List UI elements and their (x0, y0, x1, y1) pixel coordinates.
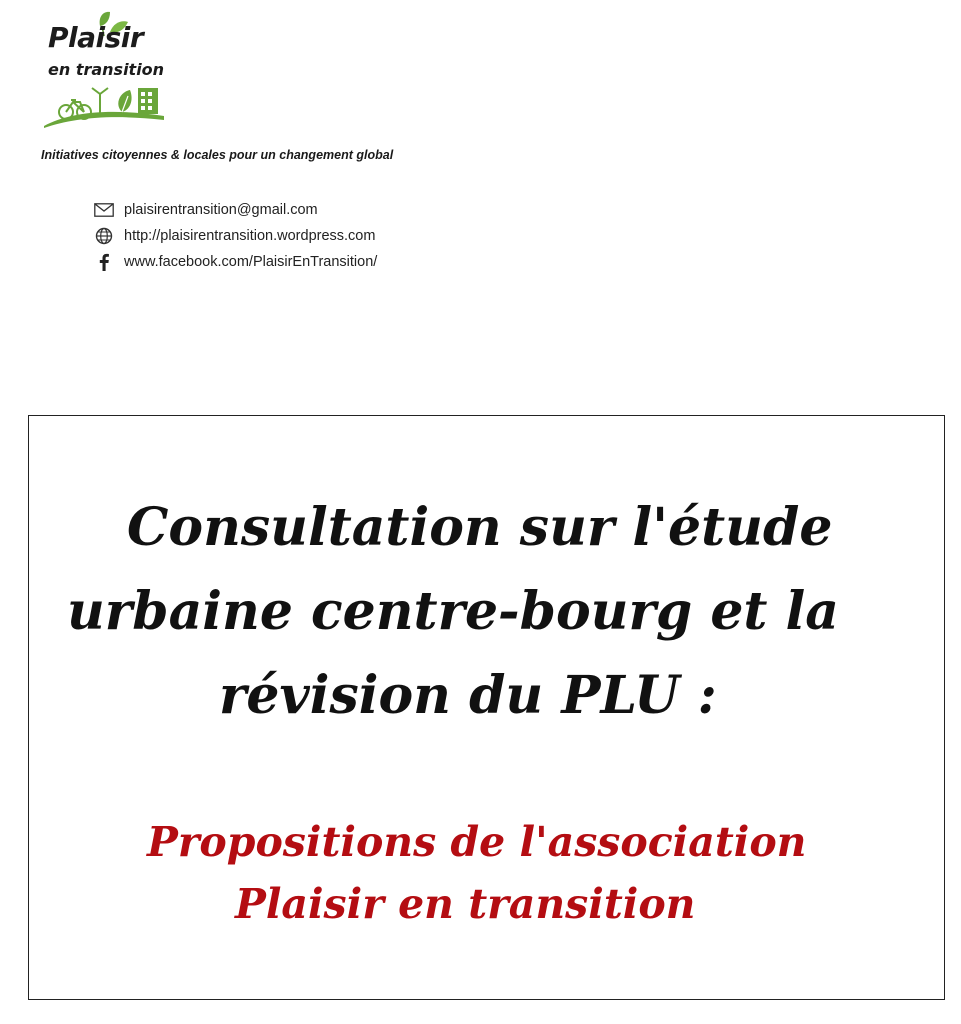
headline-line-2: urbaine centre-bourg et la (67, 581, 840, 642)
subheadline-line-1: Propositions de l'association (147, 818, 807, 866)
website-url[interactable]: http://plaisirentransition.wordpress.com (124, 228, 376, 244)
tagline: Initiatives citoyennes & locales pour un changement global (41, 148, 394, 162)
contact-email (94, 197, 377, 223)
contact-list (94, 197, 377, 275)
email-address[interactable]: plaisirentransition@gmail.com (124, 202, 318, 218)
contact-facebook (94, 249, 377, 275)
logo-title: Plaisir (48, 21, 144, 54)
headline-box (28, 415, 945, 1000)
subheadline-line-2: Plaisir en transition (235, 880, 696, 928)
globe-icon (94, 227, 114, 245)
logo (40, 8, 170, 130)
subheadline (29, 811, 944, 935)
facebook-icon (94, 253, 114, 271)
headline-line-3: révision du PLU : (219, 665, 717, 726)
logo-subtitle: en transition (48, 60, 165, 79)
contact-website (94, 223, 377, 249)
facebook-url[interactable]: www.facebook.com/PlaisirEnTransition/ (124, 254, 378, 270)
headline-line-1: Consultation sur l'étude (127, 497, 833, 558)
mail-icon (94, 201, 114, 219)
headline (29, 486, 944, 738)
